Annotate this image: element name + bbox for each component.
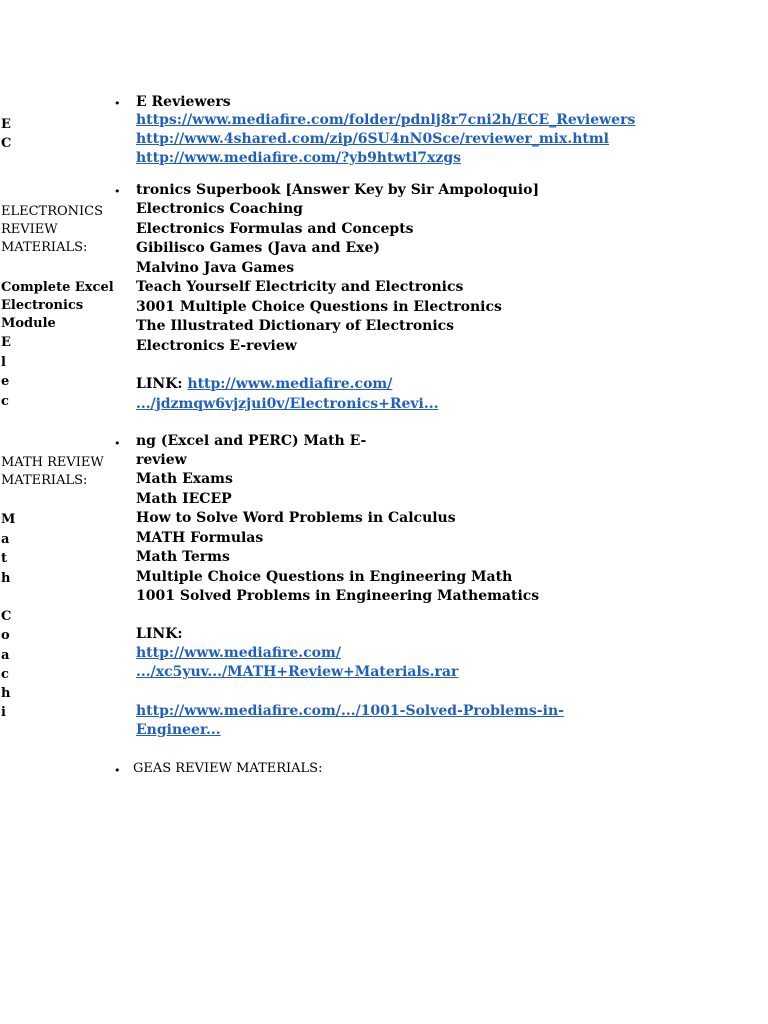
list-item: Electronics Coaching — [136, 201, 303, 217]
section-heading-geas: GEAS REVIEW MATERIALS: — [133, 761, 323, 776]
electronics-item-list — [136, 200, 502, 356]
label-line: MATH REVIEW — [1, 455, 104, 470]
margin-letter: l — [1, 354, 6, 370]
left-margin-letters — [1, 607, 11, 723]
margin-letter: h — [1, 686, 11, 702]
left-label-excel-module — [1, 279, 114, 333]
list-item: Math IECEP — [136, 490, 232, 507]
margin-letter: o — [1, 628, 10, 644]
margin-letter: M — [1, 512, 16, 527]
ece-link-list — [136, 111, 635, 168]
bullet: • — [114, 764, 121, 777]
margin-letter: e — [1, 374, 10, 389]
left-margin-letters — [1, 510, 15, 588]
margin-letter: a — [1, 531, 10, 547]
list-item: 1001 Solved Problems in Engineering Mathematics — [136, 588, 540, 604]
link-electronics-part2[interactable]: .../jdzmqw6vjzjui0v/Electronics+Revi... — [136, 396, 439, 412]
label-line: ELECTRONICS — [1, 204, 104, 219]
heading-line: review — [136, 452, 187, 468]
label-line: REVIEW — [1, 222, 58, 237]
link-electronics-part1[interactable]: http://www.mediafire.com/ — [187, 376, 393, 392]
link-math-part1[interactable]: http://www.mediafire.com/ — [136, 645, 341, 661]
section-heading-math — [136, 432, 366, 470]
margin-letter: h — [1, 570, 11, 586]
list-item: Math Exams — [136, 471, 233, 487]
section-heading-ece: E Reviewers — [136, 94, 231, 110]
list-item: Electronics Formulas and Concepts — [136, 220, 414, 237]
list-item: 3001 Multiple Choice Questions in Electronics — [136, 298, 502, 315]
math-link-label: LINK: — [136, 626, 183, 642]
list-item: The Illustrated Dictionary of Electronics — [136, 318, 455, 334]
margin-letter: a — [1, 647, 10, 663]
link-1001-part2[interactable]: Engineer... — [136, 722, 221, 738]
label-line: MATERIALS: — [1, 473, 88, 488]
link-label: LINK: — [136, 376, 183, 392]
margin-letter: i — [1, 705, 6, 721]
margin-letter: c — [1, 666, 9, 682]
label-line: Electronics — [1, 298, 84, 313]
list-item: Multiple Choice Questions in Engineering Math — [136, 568, 513, 585]
left-label-math — [1, 454, 104, 490]
link-4shared-zip[interactable]: http://www.4shared.com/zip/6SU4nN0Sce/reviewer_mix.html — [136, 131, 609, 147]
list-item: Math Terms — [136, 549, 230, 565]
left-label-electronics — [1, 203, 103, 257]
margin-letter: C — [1, 609, 12, 624]
list-item: MATH Formulas — [136, 529, 264, 546]
margin-letter: t — [1, 551, 8, 566]
bullet: • — [114, 97, 121, 110]
link-mediafire-folder[interactable]: https://www.mediafire.com/folder/pdnlj8r7cni2h/ECE_Reviewers — [136, 112, 636, 128]
bullet: • — [114, 185, 121, 198]
list-item: Teach Yourself Electricity and Electronics — [136, 279, 464, 295]
left-margin-letters — [1, 115, 11, 153]
margin-letter: E — [1, 117, 11, 132]
list-item: Malvino Java Games — [136, 259, 295, 276]
margin-letter: c — [1, 393, 9, 409]
electronics-link-row — [136, 375, 392, 394]
section-heading-electronics: tronics Superbook [Answer Key by Sir Ampoloquio] — [136, 182, 540, 198]
label-line: Module — [1, 316, 56, 331]
margin-letter: C — [1, 136, 12, 151]
link-1001-part1[interactable]: http://www.mediafire.com/.../1001-Solved-Problems-in- — [136, 703, 564, 719]
math-item-list — [136, 470, 539, 607]
label-line: Complete Excel — [1, 280, 114, 295]
heading-line: ng (Excel and PERC) Math E- — [136, 433, 367, 449]
left-margin-letters — [1, 333, 11, 411]
list-item: Gibilisco Games (Java and Exe) — [136, 240, 381, 256]
link-mediafire-file[interactable]: http://www.mediafire.com/?yb9htwtl7xzgs — [136, 150, 462, 166]
label-line: MATERIALS: — [1, 240, 88, 255]
bullet: • — [114, 437, 121, 450]
list-item: How to Solve Word Problems in Calculus — [136, 510, 456, 526]
margin-letter: E — [1, 335, 11, 350]
list-item: Electronics E-review — [136, 337, 297, 354]
link-math-part2[interactable]: .../xc5yuv.../MATH+Review+Materials.rar — [136, 664, 459, 680]
